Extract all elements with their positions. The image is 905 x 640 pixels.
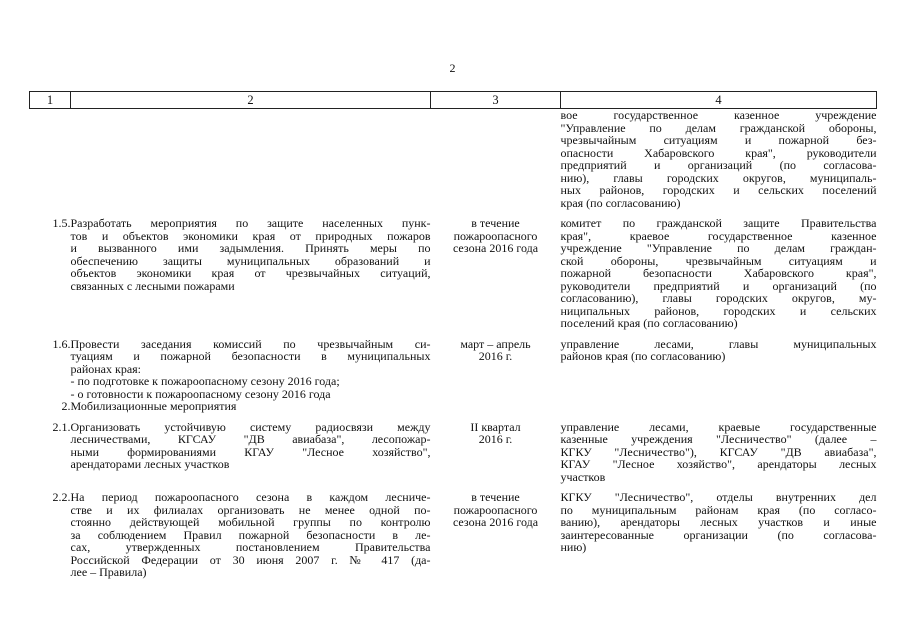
cell-responsible	[561, 388, 877, 401]
cell-task-line: туациям и пожарной безопасности в муниципальных	[70, 349, 431, 363]
cell-responsible-line: управление лесами, главы муниципальных	[560, 336, 877, 351]
cell-responsible-line: опасности Хабаровского края", руководители	[560, 145, 877, 160]
cell-num: 2.2.	[52, 490, 71, 504]
cell-responsible-line: поселений края (по согласованию)	[560, 316, 738, 330]
cell-task-line: - по подготовке к пожароопасному сезону 2016 года;	[70, 374, 340, 388]
cell-responsible-line: комитет по гражданской защите Правительства	[560, 216, 877, 230]
cell-term-line: март – апрель	[460, 336, 531, 351]
cell-responsible-line: ниципальных районов, городских и сельских	[560, 303, 877, 318]
cell-term	[431, 109, 561, 210]
cell-task-line: - о готовности к пожароопасному сезону 2016 года	[70, 386, 331, 401]
table-row	[30, 400, 877, 413]
cell-responsible-line: управление лесами, краевые государственные	[560, 419, 877, 434]
cell-num: 1.6.	[52, 336, 71, 351]
cell-term	[431, 400, 561, 413]
table-row	[30, 375, 877, 388]
page-number: 2	[449, 61, 456, 75]
cell-responsible	[561, 109, 877, 210]
cell-term-line: пожароопасного	[453, 502, 538, 517]
cell-responsible-line: нию), главы городских округов, муниципаль-	[560, 170, 877, 185]
cell-term-line: 2016 г.	[478, 349, 513, 363]
cell-responsible-line: согласованию), главы городских округов, му-	[560, 291, 877, 305]
cell-responsible-line: нию)	[560, 540, 587, 554]
cell-task	[71, 338, 431, 376]
cell-num	[30, 375, 71, 388]
cell-task-line: сах, утвержденных постановлением Правительства	[70, 540, 431, 554]
cell-responsible-line: КГАУ "Лесное хозяйство", арендаторы лесных	[560, 457, 877, 471]
cell-task-line: за соблюдением Правил пожарной безопасности в ле-	[70, 527, 431, 542]
cell-num	[30, 109, 71, 210]
measures-table	[29, 91, 877, 579]
cell-task-line: тов и объектов экономики края от природных пожаров	[70, 228, 431, 243]
cell-responsible-line: края", краевое государственное казенное	[560, 228, 877, 243]
header-col-1: 1	[30, 92, 71, 109]
cell-responsible	[561, 217, 877, 330]
header-col-4: 4	[561, 92, 877, 109]
cell-task-line: обеспечению защиты муниципальных образований и	[70, 253, 431, 268]
cell-responsible-line: "Управление по делам гражданской обороны,	[560, 120, 877, 135]
cell-term-line: пожароопасного	[453, 228, 538, 243]
cell-responsible-line: КГКУ "Лесничество", отделы внутренних дел	[560, 490, 877, 504]
cell-task	[71, 491, 431, 579]
cell-responsible-line: ской обороны, чрезвычайным ситуациям и	[560, 253, 877, 268]
cell-task-line: На период пожароопасного сезона в каждом лесниче-	[70, 490, 431, 504]
cell-term-line: в течение	[471, 490, 520, 504]
cell-task-line: Российской Федерации от 30 июня 2007 г. № 417 (да-	[70, 552, 431, 567]
cell-responsible-line: ванию), арендаторы лесных участков и иные	[560, 515, 877, 529]
cell-task	[71, 400, 431, 413]
cell-term	[431, 375, 561, 388]
cell-task	[71, 217, 431, 330]
cell-term	[431, 421, 561, 484]
cell-task-line: объектов экономики края от чрезвычайных ситуаций,	[70, 266, 431, 280]
cell-task-line: районах края:	[70, 361, 142, 376]
cell-responsible-line: вое государственное казенное учреждение	[560, 108, 877, 122]
table-row	[30, 491, 877, 579]
cell-responsible-line: районов края (по согласованию)	[560, 349, 726, 363]
cell-num: 1.5.	[52, 216, 71, 230]
cell-num: 2.1.	[52, 419, 71, 434]
table-header-row	[30, 92, 877, 109]
cell-task-line: лесничествами, КГСАУ "ДВ авиабаза", лесопожар-	[70, 432, 431, 446]
cell-term-line: II квартал	[470, 419, 521, 434]
cell-task-line: Организовать устойчивую систему радиосвязи между	[70, 419, 431, 434]
cell-responsible-line: казенные учреждения "Лесничество" (далее –	[560, 432, 877, 446]
header-col-3: 3	[431, 92, 561, 109]
cell-term	[431, 338, 561, 376]
cell-responsible	[561, 491, 877, 579]
cell-term	[431, 491, 561, 579]
cell-task	[71, 421, 431, 484]
table-row-continuation	[30, 109, 877, 210]
cell-responsible-line: чрезвычайным ситуациям и пожарной без-	[560, 133, 877, 147]
cell-responsible-line: по муниципальным районам края (по согласо-	[560, 502, 877, 517]
cell-task-line: стоянно действующей мобильной группы по контролю	[70, 515, 431, 529]
cell-term-line: 2016 г.	[478, 432, 513, 446]
cell-responsible-line: пожарной безопасности Хабаровского края",	[560, 266, 877, 280]
cell-responsible-line: учреждение "Управление по делам граждан-	[560, 241, 877, 255]
cell-term	[431, 388, 561, 401]
cell-responsible-line: предприятий и организаций (по согласова-	[560, 158, 877, 172]
table-body	[30, 109, 877, 579]
cell-task-line: стве и их филиалах организовать не менее одной по-	[70, 502, 431, 517]
cell-task-line: лее – Правила)	[70, 565, 147, 579]
cell-task-line: арендаторами лесных участков	[70, 457, 230, 471]
cell-responsible-line: участков	[560, 469, 606, 484]
cell-task-line: Провести заседания комиссий по чрезвычайным си-	[70, 336, 431, 351]
table-row	[30, 338, 877, 376]
cell-responsible-line: ных районов, городских и сельских поселений	[560, 183, 877, 197]
cell-responsible	[561, 400, 877, 413]
cell-task	[71, 109, 431, 210]
cell-task-line: Разработать мероприятия по защите населенных пунк-	[70, 216, 431, 230]
cell-responsible-line: руководители предприятий и организаций (по	[560, 278, 877, 293]
cell-responsible	[561, 375, 877, 388]
cell-responsible	[561, 338, 877, 376]
cell-task	[71, 375, 431, 388]
cell-task-line: Мобилизационные мероприятия	[70, 399, 237, 413]
cell-num: 2.	[61, 399, 71, 413]
cell-task-line: и вызванного ими задымления. Принять меры по	[70, 241, 431, 255]
cell-responsible-line: КГКУ "Лесничество"), КГСАУ "ДВ авиабаза",	[560, 444, 877, 459]
table-row	[30, 421, 877, 484]
cell-responsible-line: края (по согласованию)	[560, 195, 681, 210]
table-row	[30, 217, 877, 330]
header-col-2: 2	[71, 92, 431, 109]
cell-term	[431, 217, 561, 330]
cell-term-line: сезона 2016 года	[452, 515, 539, 529]
cell-task-line: связанных с лесными пожарами	[70, 278, 235, 293]
cell-responsible-line: заинтересованные организации (по согласова-	[560, 527, 877, 542]
cell-task-line: ными формированиями КГАУ "Лесное хозяйство",	[70, 444, 431, 459]
cell-responsible	[561, 421, 877, 484]
cell-term-line: в течение	[471, 216, 520, 230]
cell-term-line: сезона 2016 года	[452, 241, 539, 255]
